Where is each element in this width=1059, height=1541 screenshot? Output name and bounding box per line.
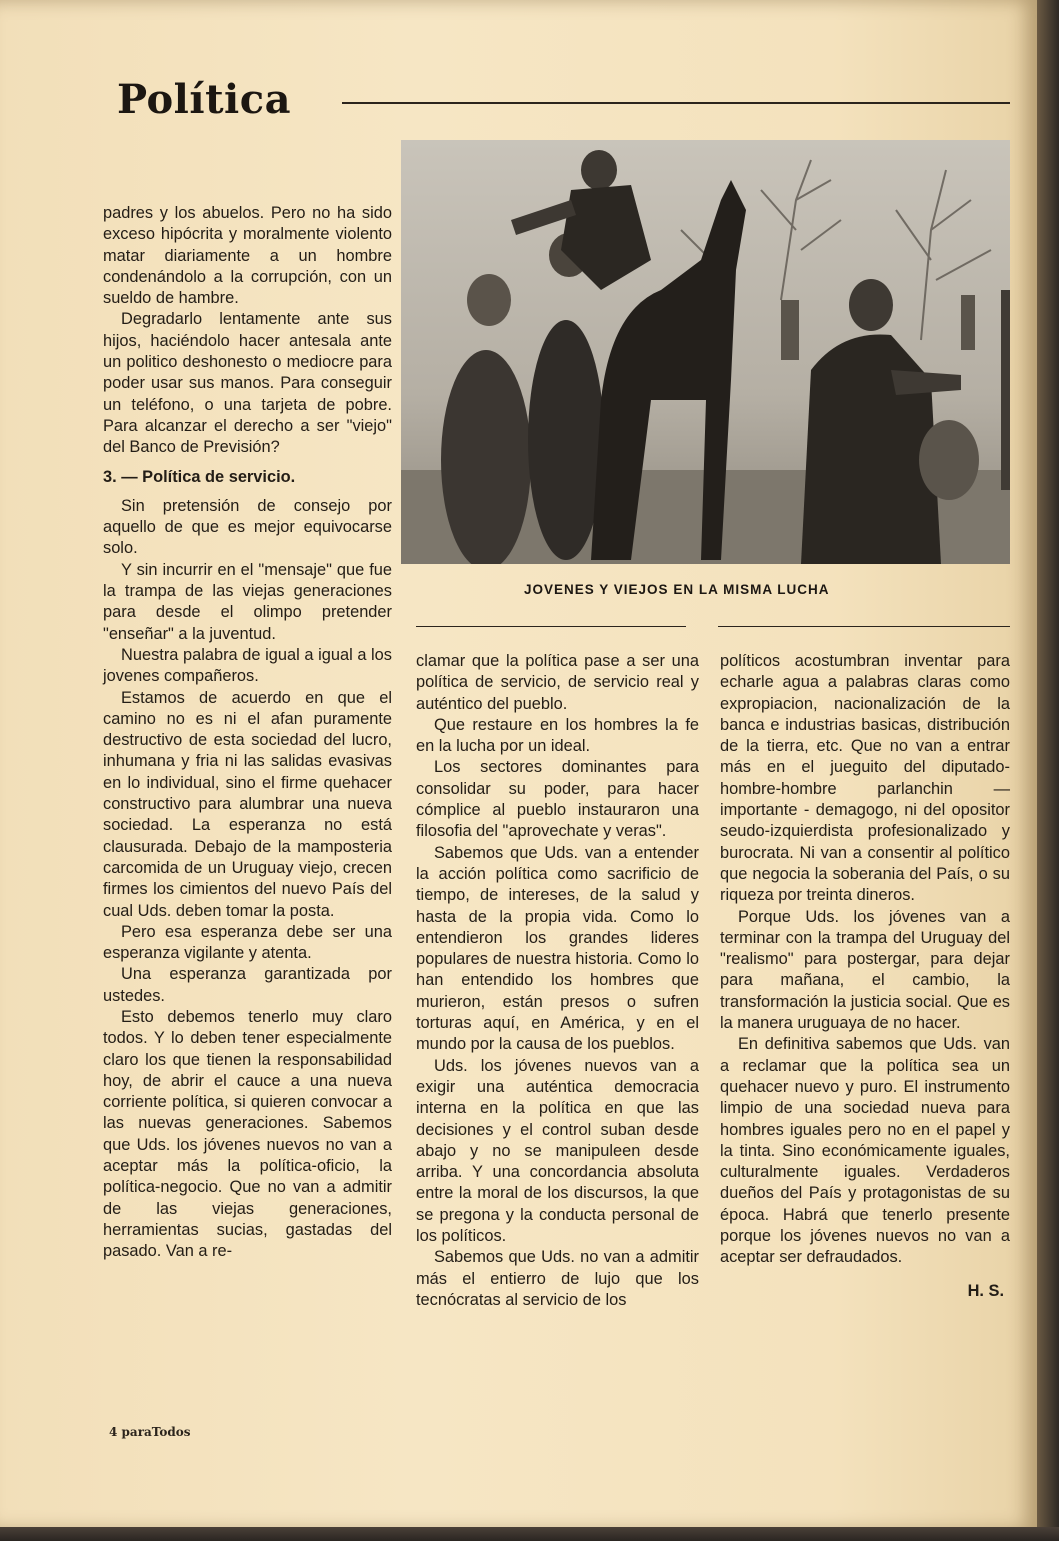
column-3 bbox=[720, 651, 1010, 1302]
news-photo bbox=[401, 140, 1010, 564]
page-bottom-edge bbox=[0, 1527, 1059, 1541]
col3-paragraph-3: En definitiva sabemos que Uds. van a reclamar que la política sea un quehacer nuevo y puro. El instrumento limpio de una sociedad nueva para hombres iguales pero no en el papel y la tinta. Sino económicamente iguales, culturalmente iguales. Verdaderos dueños del País y protagonistas de su época. Habrá que tenerlo presente porque los jóvenes nuevos no van a aceptar ser defraudados. bbox=[720, 1035, 1010, 1267]
col1-paragraph-2: Degradarlo lentamente ante sus hijos, haciéndolo hacer antesala ante un politico deshonesto o mediocre para poder usar sus manos. Para conseguir un teléfono, o una tarjeta de pobre. Para alcanzar el derecho a ser "viejo" del Banco de Previsión? bbox=[103, 310, 392, 457]
col1-paragraph-7: Pero esa esperanza debe ser una esperanza vigilante y atenta. bbox=[103, 922, 392, 963]
mid-rule-left bbox=[416, 626, 686, 627]
col1-paragraph-9: Esto debemos tenerlo muy claro todos. Y lo deben tener especialmente claro los que tienen la responsabilidad hoy, de abrir el cauce a una nueva corriente política, si quieren convocar a las nuevas generaciones. Sabemos que Uds. los jóvenes nuevos no van a aceptar más la política-oficio, la política-negocio. Que no van a admitir de las viejas generaciones, herramientas sucias, gastadas del pasado. Van a re- bbox=[103, 1007, 392, 1261]
col3-paragraph-1: políticos acostumbran inventar para echarle agua a palabras claras como expropiacion, nacionalización de la banca e industrias basicas, distribución de la tierra, etc. Que no van a entrar más en el jueguito del diputado-hombre-hombre parlanchin — importante - demagogo, ni del opositor seudo-izquierdista profesionalizado y burocrata. Ni van a consentir al político que negocia la soberania del País, o su riqueza por treinta dineros. bbox=[720, 652, 1010, 905]
mid-rule-right bbox=[718, 626, 1010, 627]
col1-paragraph-6: Estamos de acuerdo en que el camino no es ni el afan puramente destructivo de esta sociedad del lucro, inhumana y fria ni las salidas evasivas en lo individual, sino el firme quehacer constructivo para alumbrar una nueva sociedad. La esperanza no está clausurada. Debajo de la mamposteria carcomida de un Uruguay viejo, crecen firmes los cimientos del nuevo País del cual Uds. deben tomar la posta. bbox=[103, 688, 392, 920]
col2-paragraph-4: Sabemos que Uds. van a entender la acción política como sacrificio de tiempo, de intereses, de la salud y hasta de la propia vida. Como lo entendieron los grandes lideres populares de nuestra historia. Como lo han entendido los hombres que murieron, están presos o sufren torturas aquí, en América, y en el mundo por la causa de los pueblos. bbox=[416, 843, 699, 1054]
section-title: Política bbox=[117, 76, 292, 123]
col1-paragraph-3: Sin pretensión de consejo por aquello de que es mejor equivocarse solo. bbox=[103, 496, 392, 558]
col2-paragraph-5: Uds. los jóvenes nuevos van a exigir una auténtica democracia interna en la política en que las decisiones y el control suban desde abajo y no se manipuleen desde arriba. Y una concordancia absoluta entre la moral de los discursos, la que se pregona y la conducta personal de los políticos. bbox=[416, 1056, 699, 1246]
col2-paragraph-3: Los sectores dominantes para consolidar su poder, para hacer cómplice al pueblo instauraron una filosofia del "aprovechate y veras". bbox=[416, 758, 699, 841]
author-signature: H. S. bbox=[967, 1281, 1004, 1300]
col1-paragraph-5: Nuestra palabra de igual a igual a los jovenes compañeros. bbox=[103, 645, 392, 686]
header-rule bbox=[342, 102, 1010, 104]
photo-caption: JOVENES Y VIEJOS EN LA MISMA LUCHA bbox=[524, 582, 830, 597]
col2-paragraph-6: Sabemos que Uds. no van a admitir más el entierro de lujo que los tecnócratas al servicio de los bbox=[416, 1248, 699, 1309]
book-spine bbox=[1037, 0, 1059, 1541]
photo-illustration bbox=[401, 140, 1010, 564]
col1-paragraph-4: Y sin incurrir en el "mensaje" que fue la trampa de las viejas generaciones para desde el olimpo pretender "enseñar" a la juventud. bbox=[103, 560, 392, 643]
col1-paragraph-8: Una esperanza garantizada por ustedes. bbox=[103, 965, 392, 1005]
col1-paragraph-1: padres y los abuelos. Pero no ha sido exceso hipócrita y moralmente violento matar diariamente a un hombre condenándolo a la corrupción, con un sueldo de hambre. bbox=[103, 204, 392, 308]
column-1 bbox=[103, 203, 392, 1263]
col1-subheading: 3. — Política de servicio. bbox=[103, 467, 296, 486]
col2-paragraph-2: Que restaure en los hombres la fe en la lucha por un ideal. bbox=[416, 715, 699, 756]
col3-paragraph-2: Porque Uds. los jóvenes van a terminar con la trampa del Uruguay del "realismo" para postergar, para dejar para mañana, el cambio, la transformación la justicia social. Que es la manera uruguaya de no hacer. bbox=[720, 907, 1010, 1033]
col2-paragraph-1: clamar que la política pase a ser una política de servicio, de servicio real y auténtico del pueblo. bbox=[416, 652, 699, 713]
column-2 bbox=[416, 651, 699, 1311]
page-footer: 4 paraTodos bbox=[109, 1425, 191, 1439]
